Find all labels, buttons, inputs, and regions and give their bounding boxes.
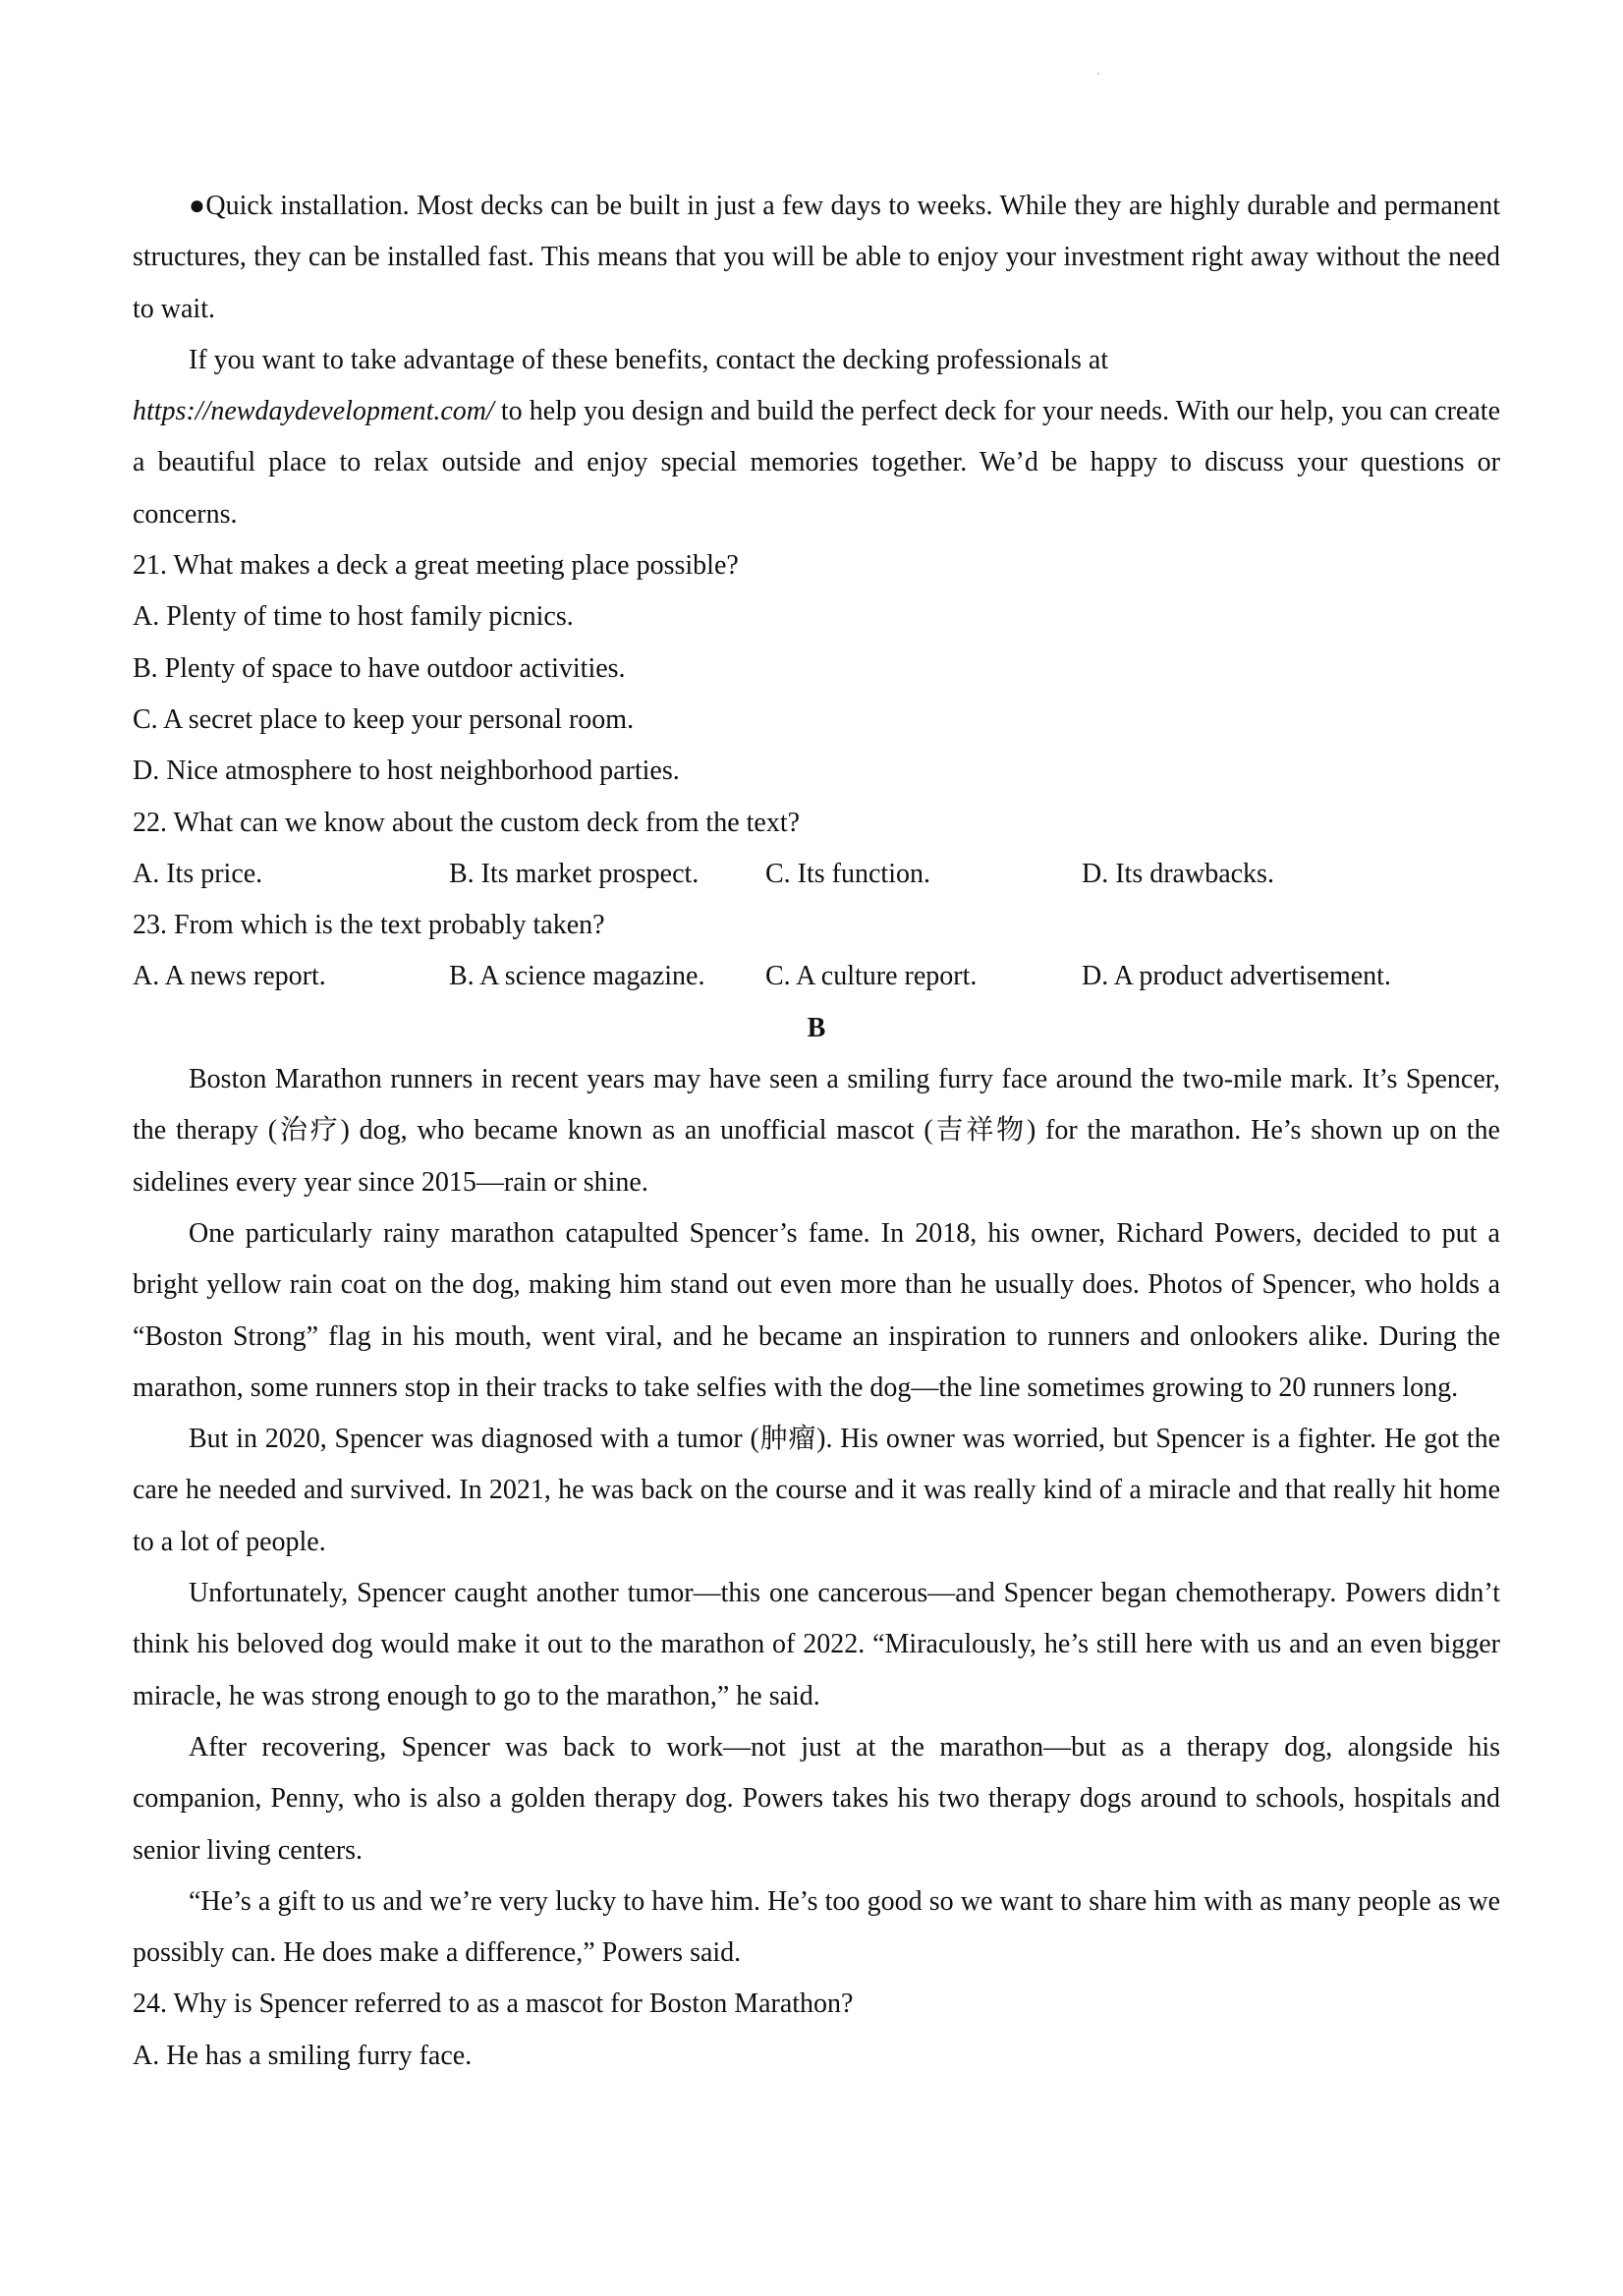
question-22-stem: 22. What can we know about the custom deck from the text? bbox=[133, 807, 801, 838]
question-22-option-a: A. Its price. bbox=[133, 858, 263, 889]
question-23-option-c: C. A culture report. bbox=[765, 961, 978, 992]
passage-b-paragraph: One particularly rainy marathon catapulted Spencer’s fame. In 2018, his owner, Richard Powers, decided to put a bright yellow rain coat on the dog, making him stand out even more than he usually does. Photos of Spencer, who holds a “Boston Strong” flag in his mouth, went viral, and he became an inspiration to runners and onlookers alike. During the marathon, some runners stop in their tracks to take selfies with the dog—the line sometimes growing to 20 runners long. bbox=[133, 1217, 1500, 1403]
question-22-option-d: D. Its drawbacks. bbox=[1082, 858, 1274, 889]
passage-b-paragraph: Unfortunately, Spencer caught another tumor—this one cancerous—and Spencer began chemotherapy. Powers didn’t think his beloved dog would make it out to the marathon of 2022. “Miraculously, he’s still here with us and an even bigger miracle, he was strong enough to go to the marathon,” he said. bbox=[133, 1578, 1500, 1711]
exam-page bbox=[133, 181, 1500, 2082]
section-b-label: B bbox=[807, 1012, 826, 1043]
question-21-option-c: C. A secret place to keep your personal room. bbox=[133, 703, 635, 735]
question-24-stem: 24. Why is Spencer referred to as a mascot for Boston Marathon? bbox=[133, 1988, 854, 2020]
contact-rest: to help you design and build the perfect deck for your needs. With our help, you can create a beautiful place to relax outside and enjoy special memories together. We’d be happy to discuss your questions or concerns. bbox=[133, 396, 1500, 530]
question-23-options bbox=[133, 951, 1500, 1002]
contact-paragraph bbox=[133, 335, 1500, 540]
question-23-option-a: A. A news report. bbox=[133, 961, 326, 992]
question-22-option-c: C. Its function. bbox=[765, 858, 930, 889]
question-21-option-d: D. Nice atmosphere to host neighborhood parties. bbox=[133, 756, 680, 787]
passage-b-paragraph: Boston Marathon runners in recent years may have seen a smiling furry face around the two-mile mark. It’s Spencer, the therapy (治疗) dog, who became known as an unofficial mascot (吉祥物) for the marathon. He’s shown up on the sidelines every year since 2015—rain or shine. bbox=[133, 1064, 1500, 1198]
question-22-option-b: B. Its market prospect. bbox=[449, 858, 700, 889]
question-21-stem: 21. What makes a deck a great meeting place possible? bbox=[133, 550, 739, 582]
question-23-option-d: D. A product advertisement. bbox=[1082, 961, 1391, 992]
question-23-stem: 23. From which is the text probably taken? bbox=[133, 910, 605, 941]
passage-b-paragraph: “He’s a gift to us and we’re very lucky to have him. He’s too good so we want to share him with as many people as we possibly can. He does make a difference,” Powers said. bbox=[133, 1885, 1500, 1969]
question-24-option-a: A. He has a smiling furry face. bbox=[133, 2040, 473, 2071]
question-23-option-b: B. A science magazine. bbox=[449, 961, 705, 992]
contact-intro: If you want to take advantage of these benefits, contact the decking professionals at bbox=[189, 344, 1109, 375]
passage-b-paragraph: But in 2020, Spencer was diagnosed with a tumor (肿瘤). His owner was worried, but Spencer is a fighter. He got the care he needed and survived. In 2021, he was back on the course and it was really kind of a miracle and that really hit home to a lot of people. bbox=[133, 1424, 1500, 1557]
scan-speck bbox=[1097, 73, 1099, 75]
question-21-option-a: A. Plenty of time to host family picnics. bbox=[133, 601, 574, 633]
question-22-options bbox=[133, 849, 1500, 900]
question-21-option-b: B. Plenty of space to have outdoor activities. bbox=[133, 652, 626, 684]
contact-url-link[interactable]: https://newdaydevelopment.com/ bbox=[133, 396, 494, 427]
passage-b-paragraph: After recovering, Spencer was back to work—not just at the marathon—but as a therapy dog, alongside his companion, Penny, who is also a golden therapy dog. Powers takes his two therapy dogs around to schools, hospitals and senior living centers. bbox=[133, 1731, 1500, 1866]
bullet-paragraph-quick-installation: ●Quick installation. Most decks can be built in just a few days to weeks. While they are highly durable and permanent structures, they can be installed fast. This means that you will be able to enjoy your investment right away without the need to wait. bbox=[133, 191, 1500, 324]
